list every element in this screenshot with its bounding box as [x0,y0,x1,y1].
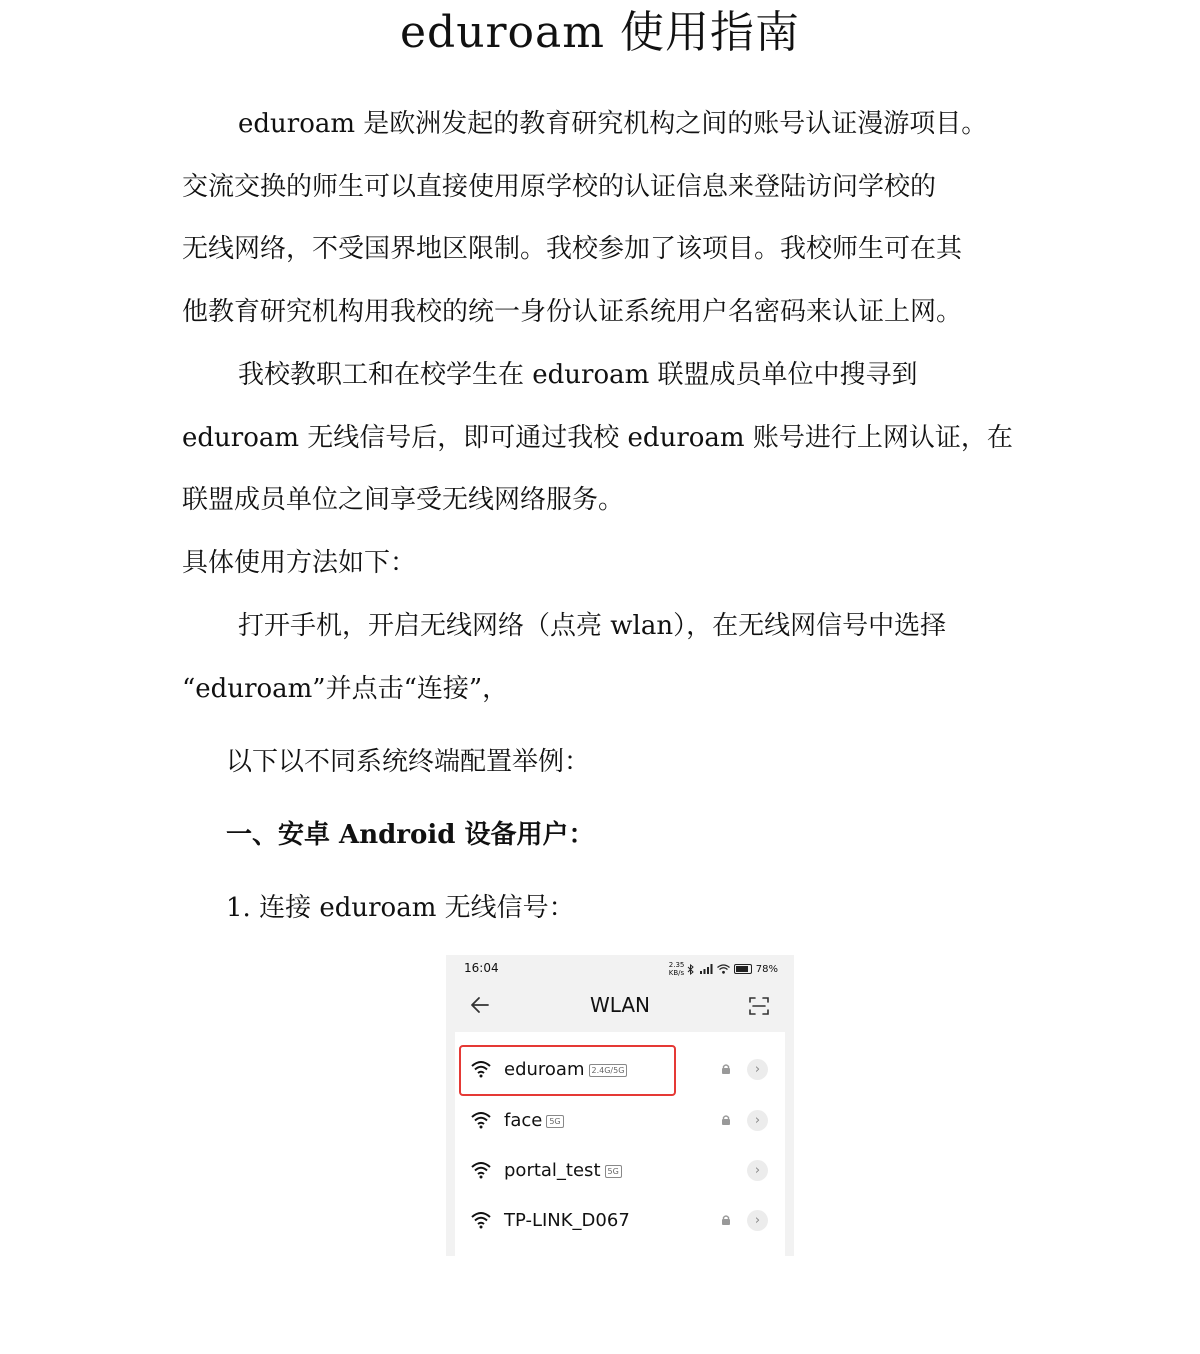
ssid-label: portal_test [504,1160,601,1181]
ssid-label: eduroam [504,1059,585,1080]
paragraph-line: 具体使用方法如下： [182,548,417,578]
wifi-network-row-tp-link[interactable] [455,1196,785,1246]
paragraph-line: eduroam 无线信号后，即可通过我校 eduroam 账号进行上网认证，在 [182,423,1013,453]
network-details-button[interactable]: › [747,1210,768,1231]
paragraph-line: 交流交换的师生可以直接使用原学校的认证信息来登陆访问学校的 [182,172,937,202]
paragraph-line: 我校教职工和在校学生在 eduroam 联盟成员单位中搜寻到 [238,360,918,390]
battery-icon [734,964,752,974]
paragraph-line: 以下以不同系统终端配置举例： [226,747,591,777]
signal-icon [699,964,713,974]
paragraph-line: 无线网络，不受国界地区限制。我校参加了该项目。我校师生可在其 [182,234,963,264]
scan-qr-icon[interactable] [748,995,770,1017]
wifi-signal-icon [471,1211,491,1229]
bluetooth-icon [687,964,695,975]
network-details-button[interactable]: › [747,1160,768,1181]
status-bar-icons [669,961,778,977]
wifi-signal-icon [471,1111,491,1129]
network-details-button[interactable]: › [747,1110,768,1131]
phone-screenshot [446,955,794,1256]
network-details-button[interactable]: › [747,1059,768,1080]
paragraph-line: 他教育研究机构用我校的统一身份认证系统用户名密码来认证上网。 [182,297,963,327]
page-title: eduroam 使用指南 [399,7,800,58]
wifi-network-row-face[interactable] [455,1096,785,1146]
lock-icon [721,1114,731,1126]
band-badge: 5G [546,1115,563,1128]
paragraph-line: 打开手机，开启无线网络（点亮 wlan），在无线网信号中选择 [238,611,947,641]
battery-percent: 78% [755,963,778,975]
band-badge: 5G [605,1165,622,1178]
wifi-signal-icon [471,1161,491,1179]
wlan-header-title: WLAN [589,993,651,1017]
paragraph-line: 联盟成员单位之间享受无线网络服务。 [182,485,625,515]
lock-icon [721,1214,731,1226]
wifi-network-row-portal-test[interactable] [455,1146,785,1196]
step-heading: 1. 连接 eduroam 无线信号： [226,893,575,923]
eduroam-highlight-box [459,1045,676,1096]
paragraph-line: “eduroam”并点击“连接”， [182,674,509,704]
section-heading: 一、安卓 Android 设备用户： [226,820,595,850]
paragraph-line: eduroam 是欧洲发起的教育研究机构之间的账号认证漫游项目。 [238,109,988,139]
network-speed: 2.35 KB/s [668,961,685,977]
lock-icon [721,1063,731,1075]
wifi-status-icon [717,964,730,974]
ssid-label: face [504,1110,543,1131]
ssid-label: TP-LINK_D067 [504,1210,630,1231]
band-badge: 2.4G/5G [589,1064,628,1077]
status-time: 16:04 [464,961,499,975]
